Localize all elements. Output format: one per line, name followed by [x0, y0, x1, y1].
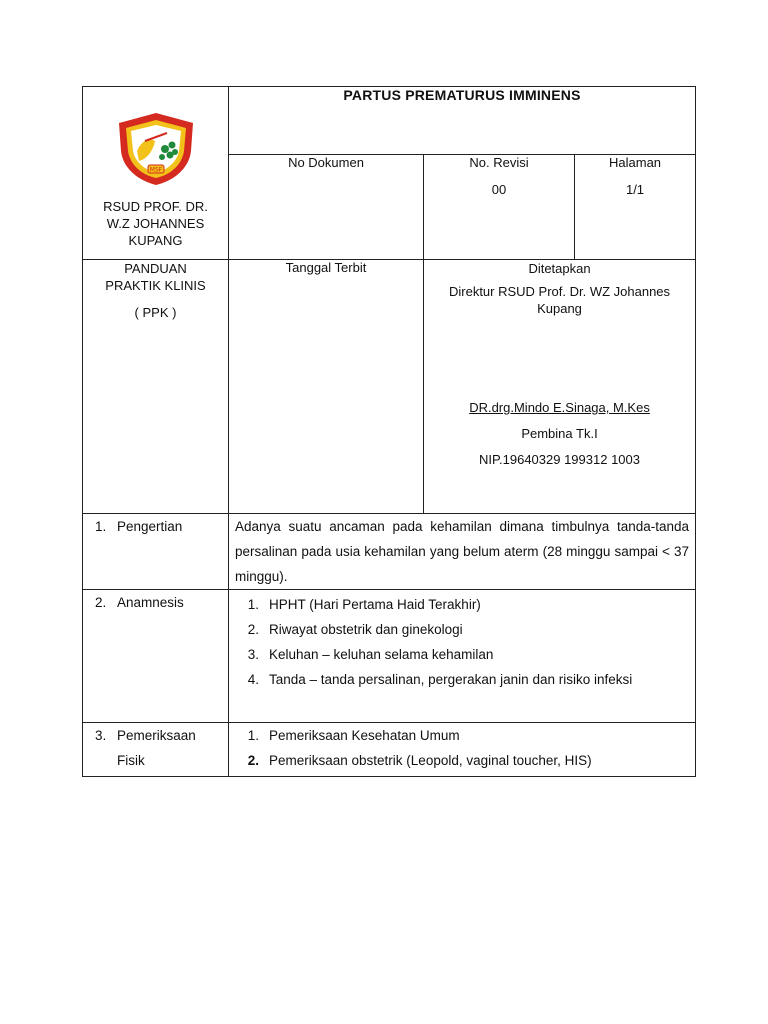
list-item: 4. Tanda – tanda persalinan, pergerakan janin dan risiko infeksi — [247, 672, 633, 687]
halaman-label: Halaman — [609, 155, 662, 170]
document-title: PARTUS PREMATURUS IMMINENS — [229, 87, 696, 155]
halaman-value: 1/1 — [625, 182, 645, 197]
tanggal-terbit-label: Tanggal Terbit — [285, 260, 367, 275]
section-body-pengertian: Adanya suatu ancaman pada kehamilan dimana timbulnya tanda-tanda persalinan pada usia kehamilan yang belum aterm (28 minggu sampai < 37 minggu). — [229, 514, 696, 590]
pemeriksaan-list — [235, 723, 689, 773]
no-revisi-value: 00 — [491, 182, 507, 197]
section-body-pemeriksaan-fisik — [229, 723, 696, 777]
list-item: 2. Riwayat obstetrik dan ginekologi — [247, 622, 463, 637]
ppk-code: ( PPK ) — [134, 305, 177, 320]
anamnesis-list — [235, 592, 689, 692]
signature-cell — [424, 260, 696, 514]
director-name: DR.drg.Mindo E.Sinaga, M.Kes — [469, 400, 650, 415]
no-revisi-label: No. Revisi — [469, 155, 529, 170]
no-dokumen-label: No Dokumen — [288, 155, 364, 170]
director-rank: Pembina Tk.I — [521, 426, 598, 441]
ppk-document-table — [82, 86, 696, 777]
org-logo-cell — [83, 87, 229, 260]
list-item: 1. HPHT (Hari Pertama Haid Terakhir) — [247, 597, 481, 612]
ditetapkan-label: Ditetapkan — [528, 261, 591, 276]
direktur-title: Direktur RSUD Prof. Dr. WZ Johannes Kupang — [448, 284, 671, 316]
no-dokumen-cell — [229, 155, 424, 260]
list-item: 1. Pemeriksaan Kesehatan Umum — [247, 728, 460, 743]
director-nip: NIP.19640329 199312 1003 — [479, 452, 640, 467]
list-item: 2. Pemeriksaan obstetrik (Leopold, vaginal toucher, HIS) — [247, 753, 592, 768]
org-name: RSUD PROF. DR. W.Z JOHANNES KUPANG — [103, 199, 208, 248]
ppk-label-cell: PANDUAN PRAKTIK KLINIS ( PPK ) — [83, 260, 229, 514]
hospital-logo-icon — [115, 111, 197, 187]
tanggal-terbit-cell — [229, 260, 424, 514]
svg-text:MSF: MSF — [149, 166, 162, 174]
section-body-anamnesis — [229, 590, 696, 723]
halaman-cell — [575, 155, 696, 260]
section-label-anamnesis: 2. Anamnesis — [83, 590, 229, 723]
section-label-pemeriksaan-fisik: 3. Pemeriksaan Fisik — [83, 723, 229, 777]
list-item: 3. Keluhan – keluhan selama kehamilan — [247, 647, 494, 662]
no-revisi-cell — [424, 155, 575, 260]
section-label-pengertian: 1. Pengertian — [83, 514, 229, 590]
